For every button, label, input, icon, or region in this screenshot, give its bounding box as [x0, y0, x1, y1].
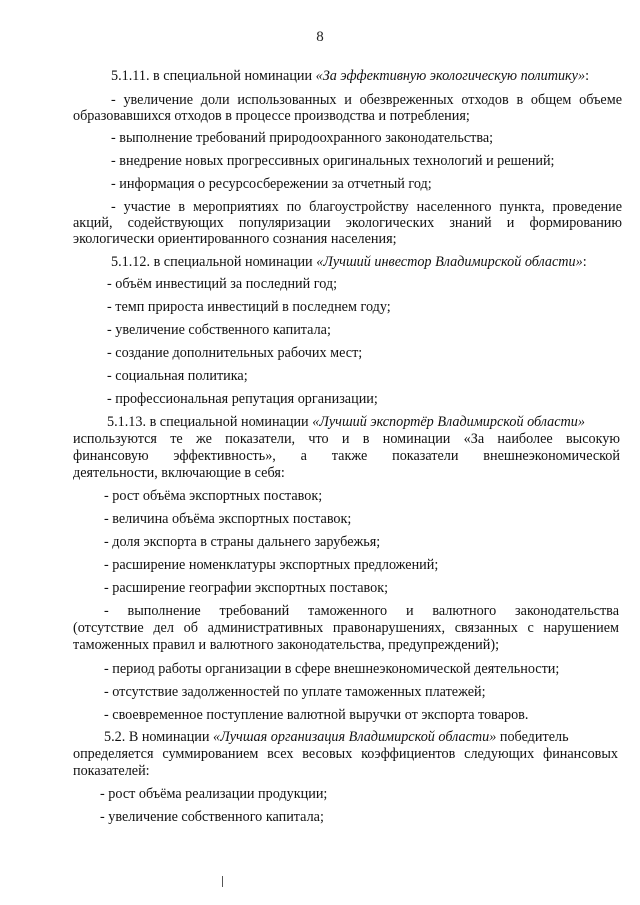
list-item: - отсутствие задолженностей по уплате таможенных платежей; [104, 684, 486, 700]
list-item-continuation: экологически ориентированного сознания населения; [73, 231, 397, 247]
list-item: - создание дополнительных рабочих мест; [107, 345, 363, 361]
list-item: - выполнение требований таможенного и валютного законодательства [104, 603, 619, 619]
list-item: - участие в мероприятиях по благоустройству населенного пункта, проведение [111, 199, 622, 215]
list-item: - информация о ресурсосбережении за отчетный год; [111, 176, 432, 192]
section-5-2-title: «Лучшая организация Владимирской области» [213, 729, 497, 745]
section-5-1-13-title: «Лучший экспортёр Владимирской области» [312, 414, 585, 430]
section-5-1-13-text: деятельности, включающие в себя: [73, 465, 285, 481]
section-5-2-prefix: 5.2. В номинации [104, 729, 214, 745]
list-item-continuation: образовавшихся отходов в процессе производства и потребления; [73, 108, 470, 124]
list-item-continuation: таможенных правил и валютного законодательства, предупреждений); [73, 637, 500, 653]
section-5-1-13-heading [107, 414, 585, 431]
list-item: - профессиональная репутация организации; [107, 391, 378, 407]
list-item: - расширение номенклатуры экспортных предложений; [104, 557, 439, 573]
section-5-1-13-text: финансовую эффективность», а также показатели внешнеэкономической [73, 448, 620, 464]
section-5-1-11-heading [111, 68, 589, 85]
page-number: 8 [316, 29, 324, 45]
list-item: - внедрение новых прогрессивных оригинальных технологий и решений; [111, 153, 555, 169]
section-5-1-11-title: «За эффективную экологическую политику» [315, 68, 586, 84]
list-item: - своевременное поступление валютной выручки от экспорта товаров. [104, 707, 529, 723]
list-item: - период работы организации в сфере внешнеэкономической деятельности; [104, 661, 560, 677]
scan-mark [222, 876, 223, 887]
section-5-1-12-title: «Лучший инвестор Владимирской области» [316, 254, 583, 270]
section-5-1-12-heading [111, 254, 587, 271]
list-item: - рост объёма реализации продукции; [100, 786, 328, 802]
list-item: - увеличение собственного капитала; [100, 809, 324, 825]
section-5-1-13-text: используются те же показатели, что и в номинации «За наиболее высокую [73, 431, 620, 447]
list-item: - объём инвестиций за последний год; [107, 276, 338, 292]
list-item-continuation: (отсутствие дел об административных правонарушениях, связанных с нарушением [73, 620, 619, 636]
section-5-2-text: показателей: [73, 763, 150, 779]
section-5-2-heading [104, 729, 569, 746]
section-5-1-11-suffix: : [585, 68, 590, 84]
section-5-2-text: определяется суммированием всех весовых коэффициентов следующих финансовых [73, 746, 618, 762]
list-item: - увеличение доли использованных и обезвреженных отходов в общем объеме [111, 92, 622, 108]
section-5-1-12-suffix: : [582, 254, 587, 270]
list-item: - увеличение собственного капитала; [107, 322, 331, 338]
list-item: - доля экспорта в страны дальнего зарубежья; [104, 534, 381, 550]
list-item: - темп прироста инвестиций в последнем году; [107, 299, 391, 315]
list-item: - величина объёма экспортных поставок; [104, 511, 352, 527]
list-item: - расширение географии экспортных поставок; [104, 580, 389, 596]
list-item: - социальная политика; [107, 368, 248, 384]
section-5-2-suffix: победитель [496, 729, 569, 745]
list-item-continuation: акций, содействующих популяризации экологических знаний и формированию [73, 215, 622, 231]
section-5-1-12-prefix: 5.1.12. в специальной номинации [111, 254, 317, 270]
list-item: - выполнение требований природоохранного законодательства; [111, 130, 494, 146]
list-item: - рост объёма экспортных поставок; [104, 488, 323, 504]
section-5-1-13-prefix: 5.1.13. в специальной номинации [107, 414, 313, 430]
section-5-1-11-prefix: 5.1.11. в специальной номинации [111, 68, 316, 84]
